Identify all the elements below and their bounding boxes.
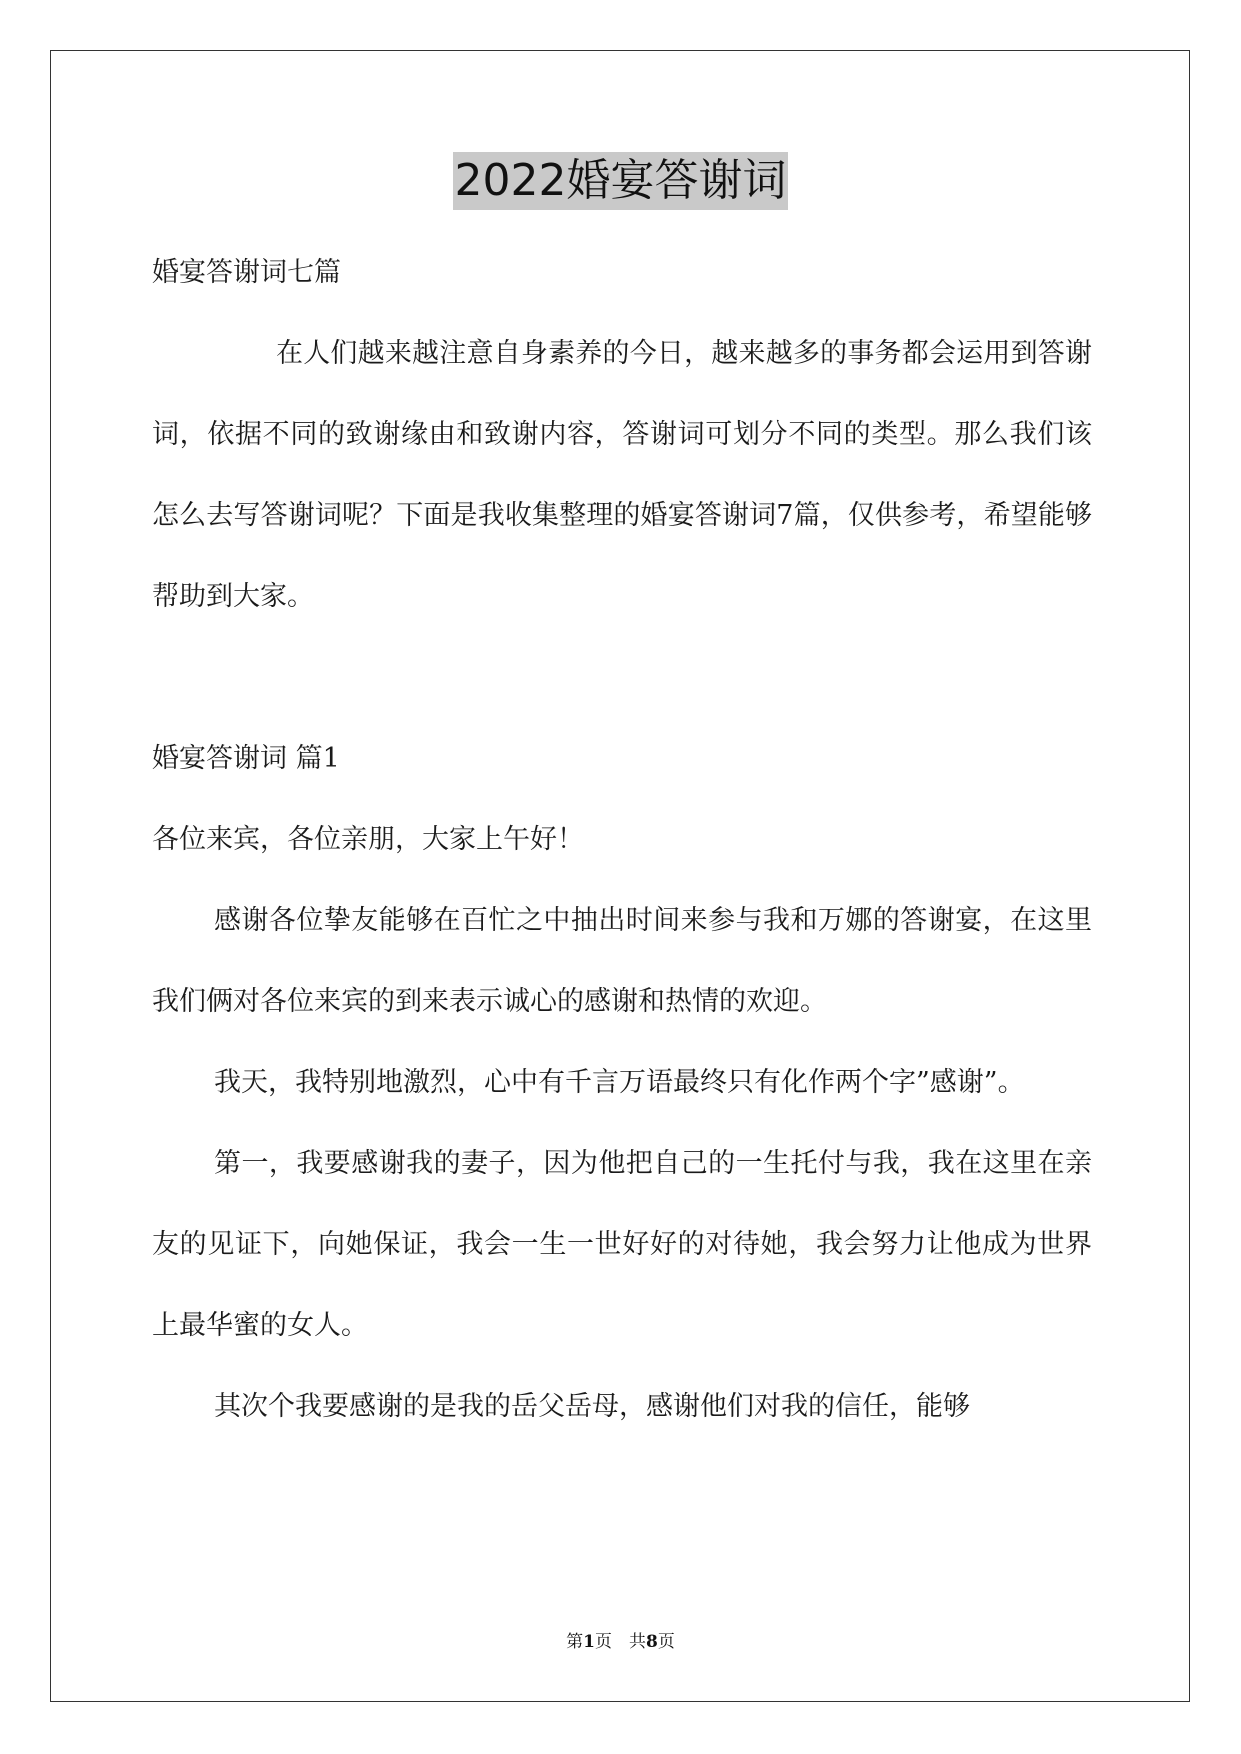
footer-prefix: 第 — [566, 1632, 584, 1652]
footer-middle: 页 共 — [595, 1632, 646, 1652]
footer-total-pages: 8 — [646, 1632, 658, 1652]
document-title: 2022婚宴答谢词 — [453, 152, 789, 210]
document-subtitle: 婚宴答谢词七篇 — [152, 257, 341, 288]
title-container — [0, 152, 1241, 210]
paragraph-gap — [152, 637, 1092, 718]
section-heading: 婚宴答谢词 篇1 — [152, 743, 340, 774]
body-paragraph-4: 其次个我要感谢的是我的岳父岳母，感谢他们对我的信任，能够 — [214, 1391, 970, 1422]
document-body — [152, 232, 1092, 1447]
body-paragraph-2: 我天，我特别地激烈，心中有千言万语最终只有化作两个字”感谢”。 — [214, 1067, 1025, 1098]
greeting-line: 各位来宾，各位亲朋，大家上午好！ — [152, 824, 584, 855]
intro-paragraph: 在人们越来越注意自身素养的今日，越来越多的事务都会运用到答谢词，依据不同的致谢缘由和致谢内容，答谢词可划分不同的类型。那么我们该怎么去写答谢词呢？下面是我收集整理的婚宴答谢词7篇，仅供参考，希望能够帮助到大家。 — [152, 338, 1092, 612]
page-footer — [0, 1630, 1241, 1654]
footer-suffix: 页 — [657, 1632, 675, 1652]
footer-current-page: 1 — [583, 1632, 595, 1652]
body-paragraph-3: 第一，我要感谢我的妻子，因为他把自己的一生托付与我，我在这里在亲友的见证下，向她保证，我会一生一世好好的对待她，我会努力让他成为世界上最华蜜的女人。 — [152, 1148, 1092, 1341]
body-paragraph-1: 感谢各位挚友能够在百忙之中抽出时间来参与我和万娜的答谢宴，在这里我们俩对各位来宾的到来表示诚心的感谢和热情的欢迎。 — [152, 905, 1092, 1017]
